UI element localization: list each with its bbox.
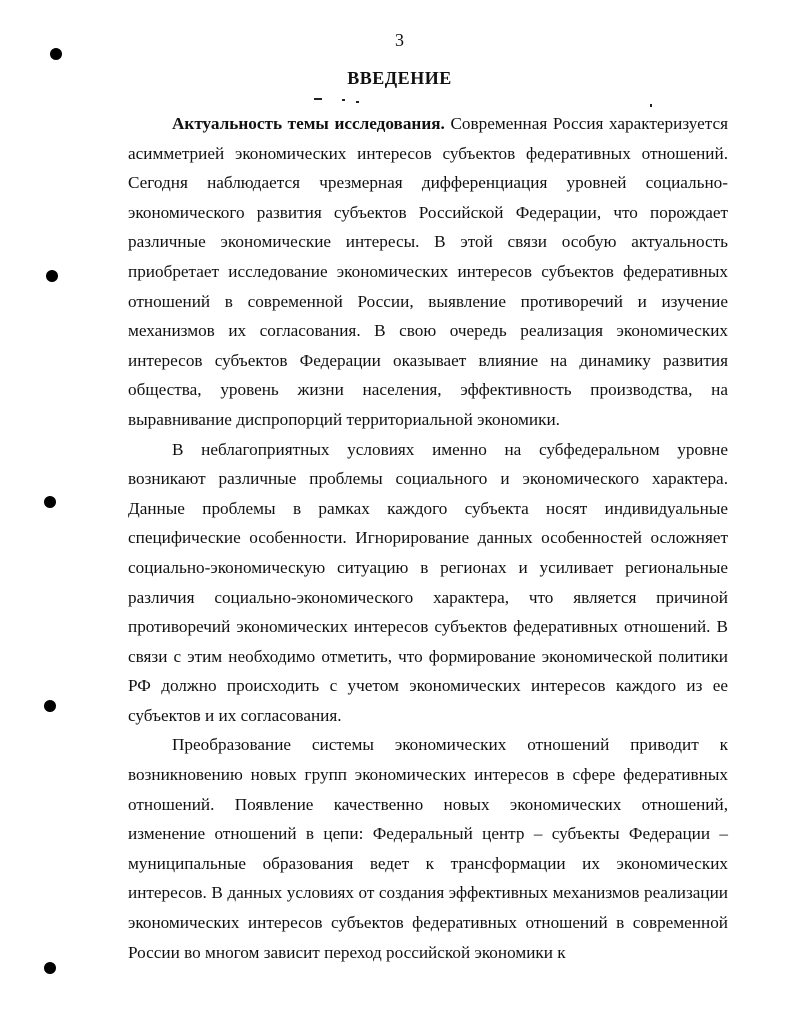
scan-artifact <box>356 101 359 103</box>
binder-hole-icon <box>46 270 58 282</box>
binder-hole-icon <box>44 962 56 974</box>
binder-hole-icon <box>50 48 62 60</box>
page-number: 3 <box>395 30 404 50</box>
paragraph: Преобразование системы экономических отношений приводит к возникновению новых групп экономических интересов в сфере федеративных отношений. Появление качественно новых экономических отношений, изменение отношений в цепи: Федеральный центр – субъекты Федерации – муниципальные образования ведет к трансформации их экономических интересов. В данных условиях от создания эффективных механизмов реализации экономических интересов субъектов федеративных отношений в современной России во многом зависит переход российской экономики к <box>128 735 728 962</box>
scan-artifact <box>342 99 345 101</box>
binder-hole-icon <box>44 700 56 712</box>
scan-artifact <box>650 104 652 107</box>
relevance-heading: Актуальность темы исследования. <box>172 114 445 133</box>
paragraph <box>128 109 728 435</box>
page-title: ВВЕДЕНИЕ <box>347 68 452 88</box>
paragraph-text: Современная Россия характеризуется асимметрией экономических интересов субъектов федеративных отношений. Сегодня наблюдается чрезмерная дифференциация уровней социально-экономического развития субъектов Российской Федерации, что порождает различные экономические интересы. В этой связи особую актуальность приобретает исследование экономических интересов субъектов федеративных отношений в современной России, выявление противоречий и изучение механизмов их согласования. В свою очередь реализация экономических интересов субъектов Федерации оказывает влияние на динамику развития общества, уровень жизни населения, эффективность производства, на выравнивание диспропорций территориальной экономики. <box>128 114 728 429</box>
body-text <box>128 109 728 967</box>
binder-hole-icon <box>44 496 56 508</box>
scan-artifact <box>314 98 322 100</box>
paragraph: В неблагоприятных условиях именно на субфедеральном уровне возникают различные проблемы социального и экономического характера. Данные проблемы в рамках каждого субъекта носят индивидуальные специфические особенности. Игнорирование данных особенностей осложняет социально-экономическую ситуацию в регионах и усиливает региональные различия социально-экономического характера, что является причиной противоречий экономических интересов субъектов федеративных отношений. В связи с этим необходимо отметить, что формирование экономической политики РФ должно происходить с учетом экономических интересов каждого из ее субъектов и их согласования. <box>128 439 728 725</box>
